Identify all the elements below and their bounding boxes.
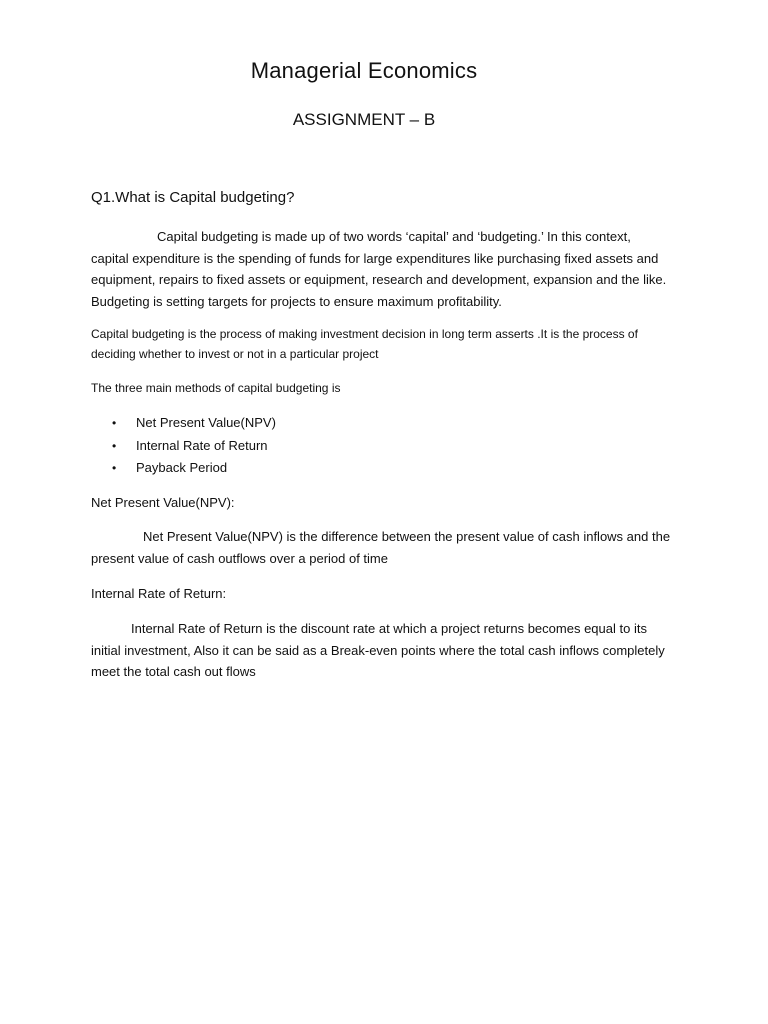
irr-paragraph: Internal Rate of Return is the discount rate at which a project returns becomes equal to its initial investment, Also it can be said as a Break-even points where the total cash inflows completely meet the total cash out flows [91, 621, 665, 679]
methods-intro-text: The three main methods of capital budgeting is [91, 381, 341, 395]
capital-budgeting-process-paragraph: Capital budgeting is the process of making investment decision in long term asserts .It is the process of deciding whether to invest or not in a particular project [91, 327, 638, 361]
method-npv-label: Net Present Value(NPV) [136, 415, 276, 430]
bullet-icon: • [112, 461, 117, 475]
question-heading: Q1.What is Capital budgeting? [91, 189, 295, 206]
document-title: Managerial Economics [250, 58, 478, 83]
list-item [112, 435, 276, 458]
methods-list [112, 412, 276, 480]
npv-paragraph: Net Present Value(NPV) is the difference between the present value of cash inflows and the present value of cash outflows over a period of time [91, 529, 671, 566]
document-subtitle: ASSIGNMENT – B [292, 110, 436, 129]
irr-heading: Internal Rate of Return: [91, 586, 227, 601]
npv-heading: Net Present Value(NPV): [91, 495, 235, 510]
list-item [112, 457, 276, 480]
method-payback-label: Payback Period [136, 460, 228, 475]
bullet-icon: • [112, 438, 117, 453]
method-irr-label: Internal Rate of Return [136, 437, 268, 453]
list-item [112, 412, 276, 435]
capital-budgeting-definition-paragraph: Capital budgeting is made up of two words ‘capital’ and ‘budgeting.’ In this context, capital expenditure is the spending of funds for large expenditures like purchasing fixed assets and equipment, repairs to fixed assets or equipment, research and development, expansion and the like. Budgeting is setting targets for projects to ensure maximum profitability. [91, 229, 667, 309]
bullet-icon: • [112, 416, 117, 430]
